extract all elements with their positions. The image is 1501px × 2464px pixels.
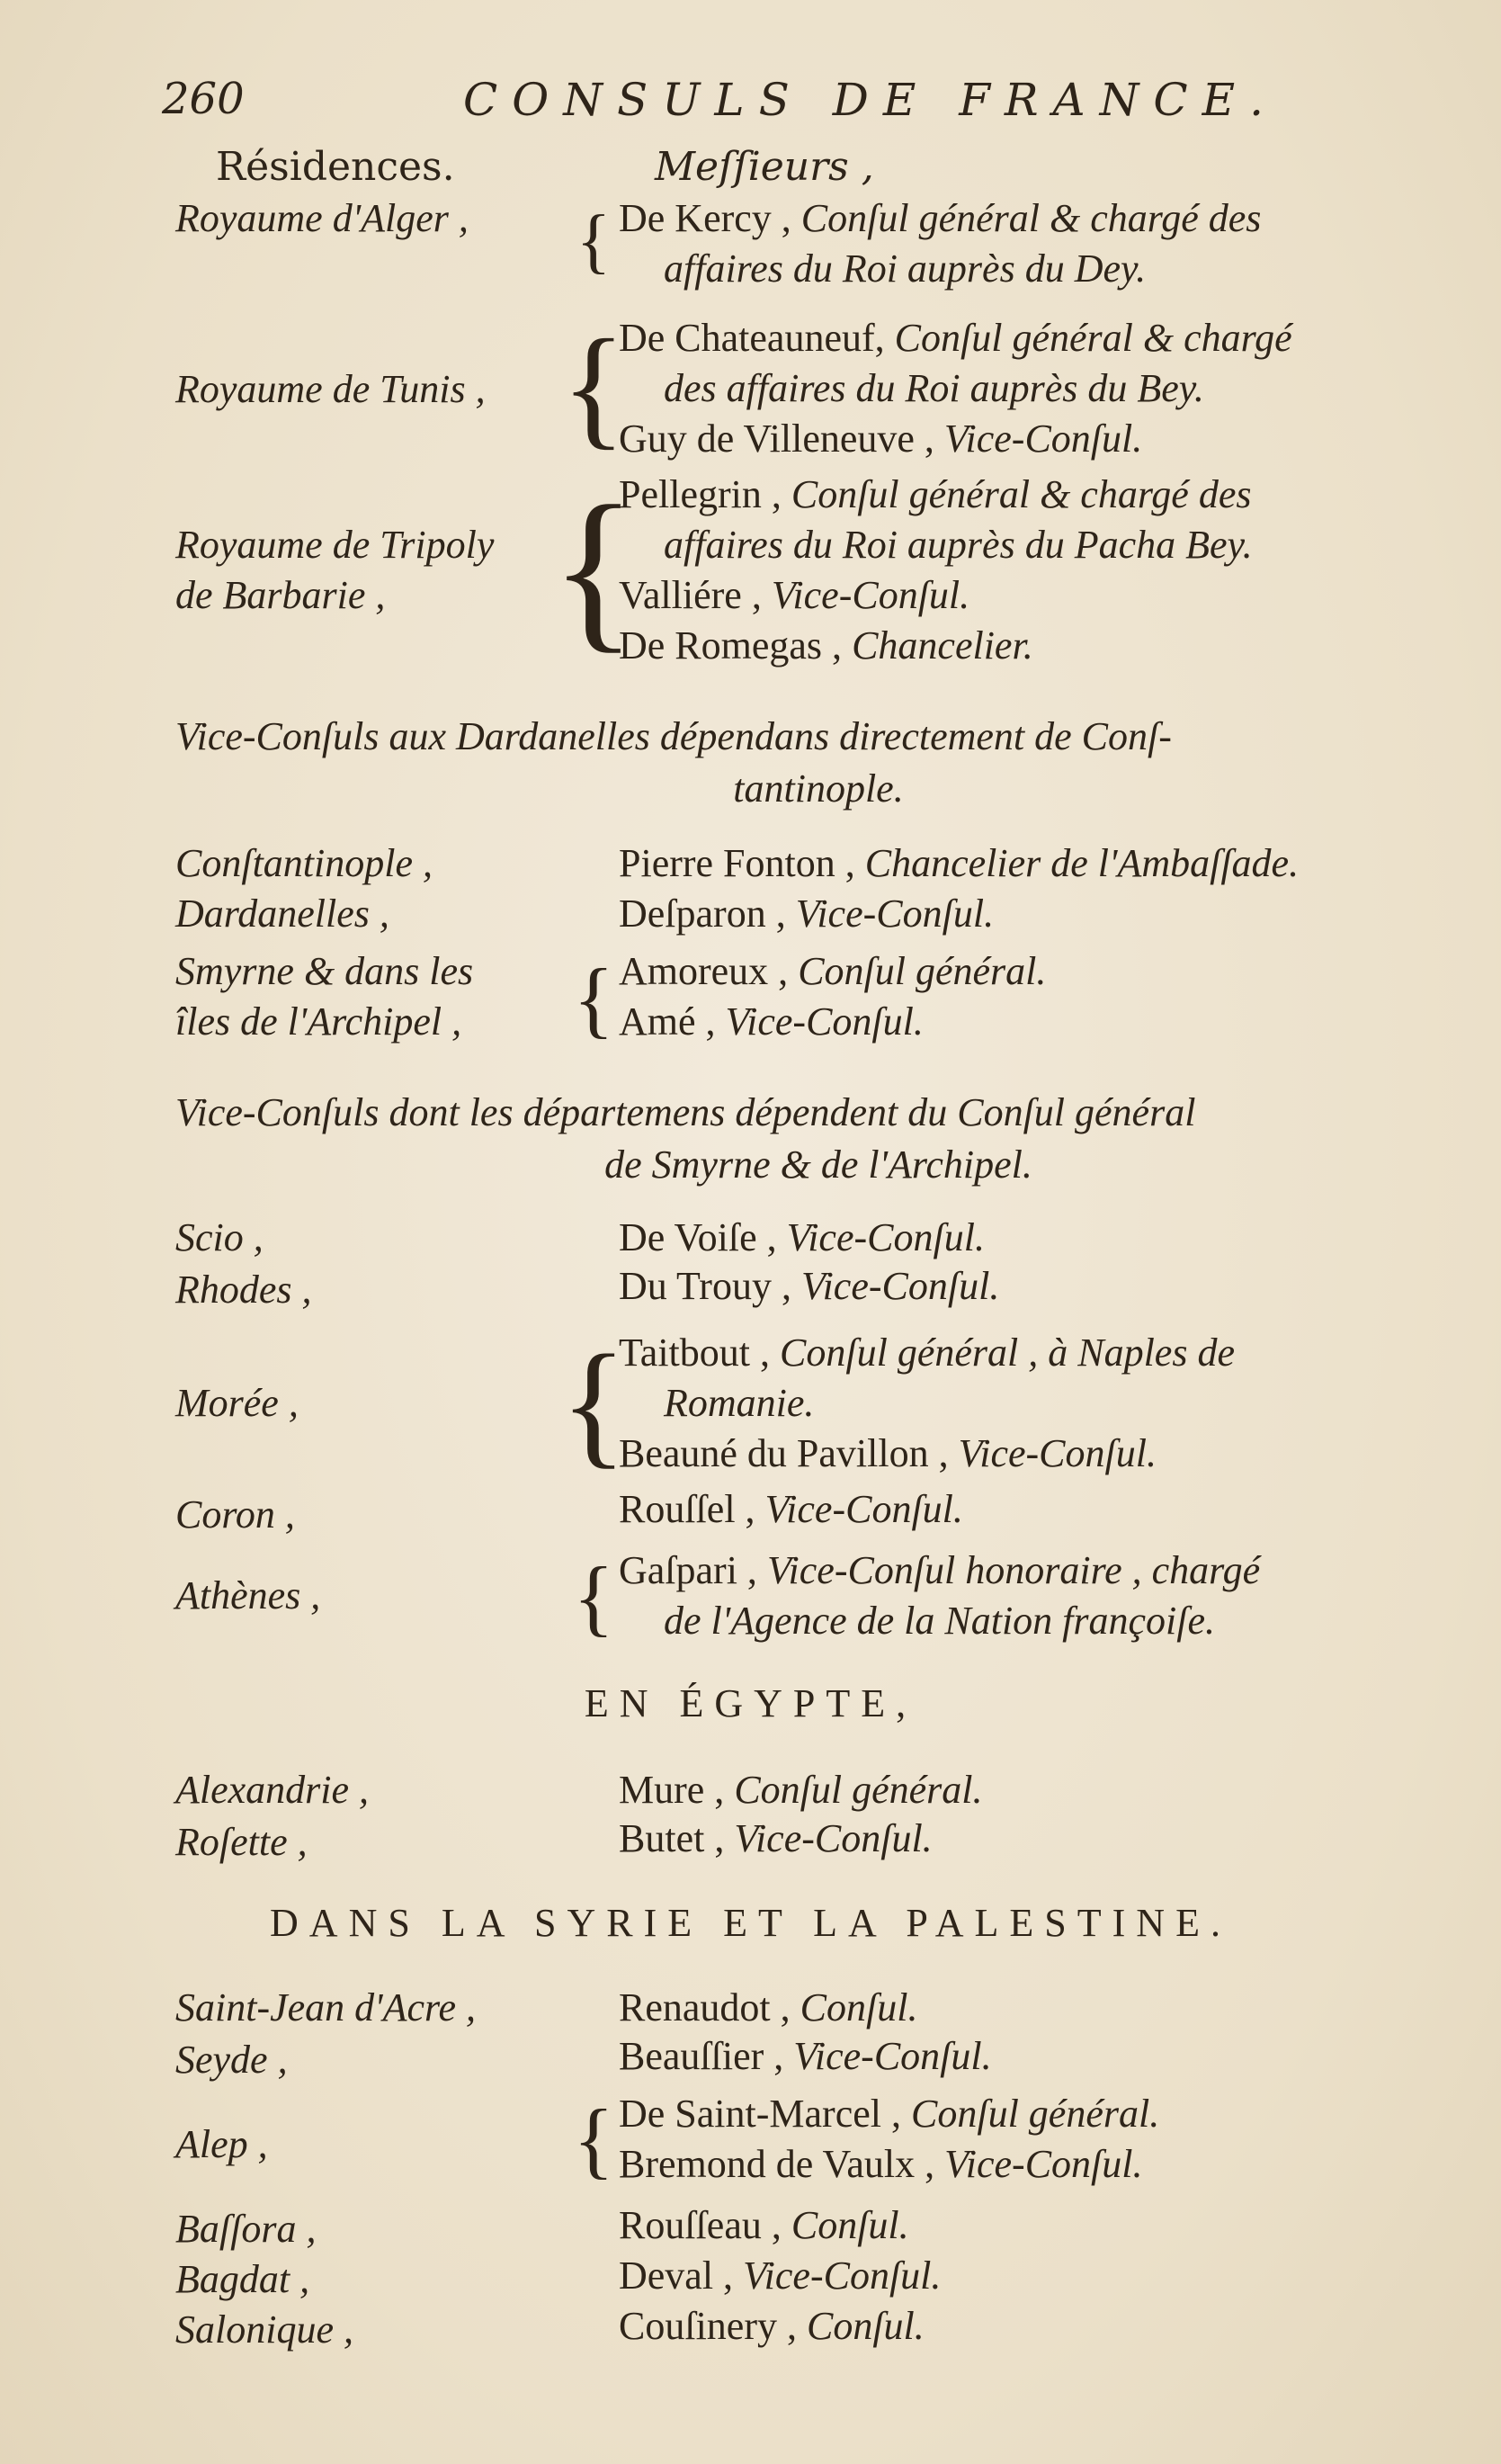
residence-smyrne: Smyrne & dans les îles de l'Archipel ,: [175, 949, 474, 1044]
consul-title: Conſul général & chargé des: [800, 196, 1262, 240]
consul-name: Amé ,: [619, 999, 716, 1044]
consul-name: Bremond de Vaulx ,: [619, 2142, 935, 2186]
entry-group-rhodes: [619, 1261, 1473, 1312]
consul-title: Conſul général.: [911, 2092, 1160, 2136]
brace: {: [576, 201, 612, 281]
brace: {: [573, 2092, 614, 2187]
consul-name: De Voiſe ,: [619, 1215, 777, 1259]
consul-title: Conſul général.: [734, 1768, 983, 1812]
section-heading-line: Vice-Conſuls aux Dardanelles dépendans directement de Conſ-: [175, 714, 1172, 758]
residence-moree: Morée ,: [175, 1381, 299, 1425]
consul-name: Beauné du Pavillon ,: [619, 1431, 949, 1475]
brace: {: [559, 1326, 628, 1481]
residence-athenes: Athènes ,: [175, 1573, 321, 1617]
consul-title: Conſul général.: [798, 949, 1047, 993]
entry-group-bagdat: [619, 2251, 1473, 2301]
residence-rosette: Roſette ,: [175, 1820, 308, 1864]
brace: {: [573, 1549, 614, 1644]
section-heading-line: de Smyrne & de l'Archipel.: [604, 1142, 1032, 1187]
consul-name: Rouſſeau ,: [619, 2203, 782, 2247]
entry-group-bassora: [619, 2200, 1473, 2251]
brace: {: [550, 470, 637, 668]
consul-name: Mure ,: [619, 1768, 725, 1812]
consul-title: Conſul.: [806, 2304, 925, 2348]
consul-title: Chancelier.: [852, 623, 1033, 668]
section-heading-egypte: EN ÉGYPTE,: [584, 1681, 917, 1725]
consul-name: Du Trouy ,: [619, 1264, 791, 1308]
consul-title: Romanie.: [664, 1381, 815, 1425]
consul-name: Taitbout ,: [619, 1331, 771, 1375]
brace: {: [561, 312, 626, 461]
residence-rhodes: Rhodes ,: [175, 1268, 312, 1312]
section-heading-smyrne: [175, 1087, 1461, 1191]
entry-group-dardanelles: [619, 889, 1473, 939]
consul-title: Vice-Conſul.: [793, 2034, 992, 2078]
consul-title: Vice-Conſul.: [943, 417, 1143, 461]
consul-name: Valliére ,: [619, 573, 762, 617]
consul-title: Conſul.: [800, 1985, 918, 2029]
consul-title: Vice-Conſul.: [800, 1264, 1000, 1308]
entry-group-rosette: [619, 1814, 1473, 1864]
entry-group-smyrne: [619, 946, 1473, 1047]
entry-group-tripoly: [619, 470, 1473, 671]
consul-title: des affaires du Roi auprès du Bey.: [664, 366, 1204, 410]
consul-title: Conſul.: [791, 2203, 909, 2247]
consul-name: De Romegas ,: [619, 623, 843, 668]
consul-name: Deſparon ,: [619, 892, 786, 936]
entry-group-coron: [619, 1484, 1473, 1535]
entry-group-alger: [619, 193, 1473, 294]
consul-title: Vice-Conſul.: [771, 573, 970, 617]
column-heading-residences: Résidences.: [216, 144, 455, 190]
entry-group-scio: [619, 1213, 1473, 1263]
entry-group-alep: [619, 2089, 1473, 2190]
residence-dardanelles: Dardanelles ,: [175, 892, 389, 936]
residence-tripoly: Royaume de Tripoly de Barbarie ,: [175, 523, 495, 617]
entry-group-moree: [619, 1328, 1473, 1479]
entry-group-seyde: [619, 2031, 1473, 2082]
consul-title: de l'Agence de la Nation françoiſe.: [664, 1599, 1216, 1643]
page-number: 260: [162, 74, 245, 124]
residence-saint-jean-d-acre: Saint-Jean d'Acre ,: [175, 1985, 476, 2029]
residence-bassora: Baſſora ,: [175, 2207, 317, 2251]
consul-title: Vice-Conſul honoraire , chargé: [766, 1548, 1261, 1592]
residence-seyde: Seyde ,: [175, 2038, 288, 2082]
residence-constantinople: Conſtantinople ,: [175, 841, 433, 885]
consul-name: Pierre Fonton ,: [619, 841, 855, 885]
consul-name: Amoreux ,: [619, 949, 789, 993]
consul-title: Vice-Conſul.: [734, 1816, 933, 1860]
entry-group-salonique: [619, 2301, 1473, 2352]
residence-scio: Scio ,: [175, 1215, 264, 1259]
entry-group-constantinople: [619, 838, 1473, 889]
consul-title: Conſul général , à Naples de: [780, 1331, 1235, 1375]
entry-group-saint-jean-d-acre: [619, 1983, 1473, 2033]
consul-title: Vice-Conſul.: [958, 1431, 1157, 1475]
section-heading-line: Vice-Conſuls dont les départemens dépendent du Conſul général: [175, 1090, 1196, 1134]
consul-title: Vice-Conſul.: [944, 2142, 1143, 2186]
consul-name: De Kercy ,: [619, 196, 791, 240]
entry-group-athenes: [619, 1546, 1473, 1646]
section-heading-dardanelles: [175, 711, 1461, 815]
residence-alep: Alep ,: [175, 2122, 268, 2166]
residence-tunis: Royaume de Tunis ,: [175, 367, 486, 411]
consul-name: Guy de Villeneuve ,: [619, 417, 934, 461]
entry-group-alexandrie: [619, 1765, 1473, 1815]
residence-alger: Royaume d'Alger ,: [175, 196, 469, 240]
consul-title: Vice-Conſul.: [743, 2253, 942, 2298]
entry-group-tunis: [619, 313, 1473, 464]
section-heading-line: tantinople.: [733, 766, 904, 811]
consul-name: De Saint-Marcel ,: [619, 2092, 901, 2136]
residence-coron: Coron ,: [175, 1492, 295, 1537]
residence-salonique: Salonique ,: [175, 2307, 353, 2352]
consul-name: Rouſſel ,: [619, 1487, 755, 1531]
column-heading-messieurs: Meſſieurs ,: [655, 144, 874, 190]
running-title: CONSULS DE FRANCE.: [463, 74, 1279, 126]
consul-title: Conſul général & chargé: [894, 316, 1292, 360]
consul-name: Butet ,: [619, 1816, 725, 1860]
consul-name: Beauſſier ,: [619, 2034, 784, 2078]
consul-title: Vice-Conſul.: [725, 999, 924, 1044]
residence-bagdat: Bagdat ,: [175, 2257, 310, 2301]
consul-title: Chancelier de l'Ambaſſade.: [864, 841, 1300, 885]
consul-name: Couſinery ,: [619, 2304, 797, 2348]
residence-alexandrie: Alexandrie ,: [175, 1768, 370, 1812]
brace: {: [573, 951, 614, 1046]
consul-title: affaires du Roi auprès du Dey.: [664, 246, 1147, 291]
consul-name: Gaſpari ,: [619, 1548, 757, 1592]
consul-name: Pellegrin ,: [619, 472, 782, 516]
consul-title: Conſul général & chargé des: [791, 472, 1252, 516]
consul-title: Vice-Conſul.: [786, 1215, 985, 1259]
consul-name: De Chateauneuf,: [619, 316, 885, 360]
consul-title: Vice-Conſul.: [764, 1487, 963, 1531]
consul-name: Deval ,: [619, 2253, 734, 2298]
section-heading-syrie: DANS LA SYRIE ET LA PALESTINE.: [270, 1901, 1231, 1945]
consul-title: Vice-Conſul.: [795, 892, 995, 936]
consul-name: Renaudot ,: [619, 1985, 791, 2029]
consul-title: affaires du Roi auprès du Pacha Bey.: [664, 523, 1253, 567]
